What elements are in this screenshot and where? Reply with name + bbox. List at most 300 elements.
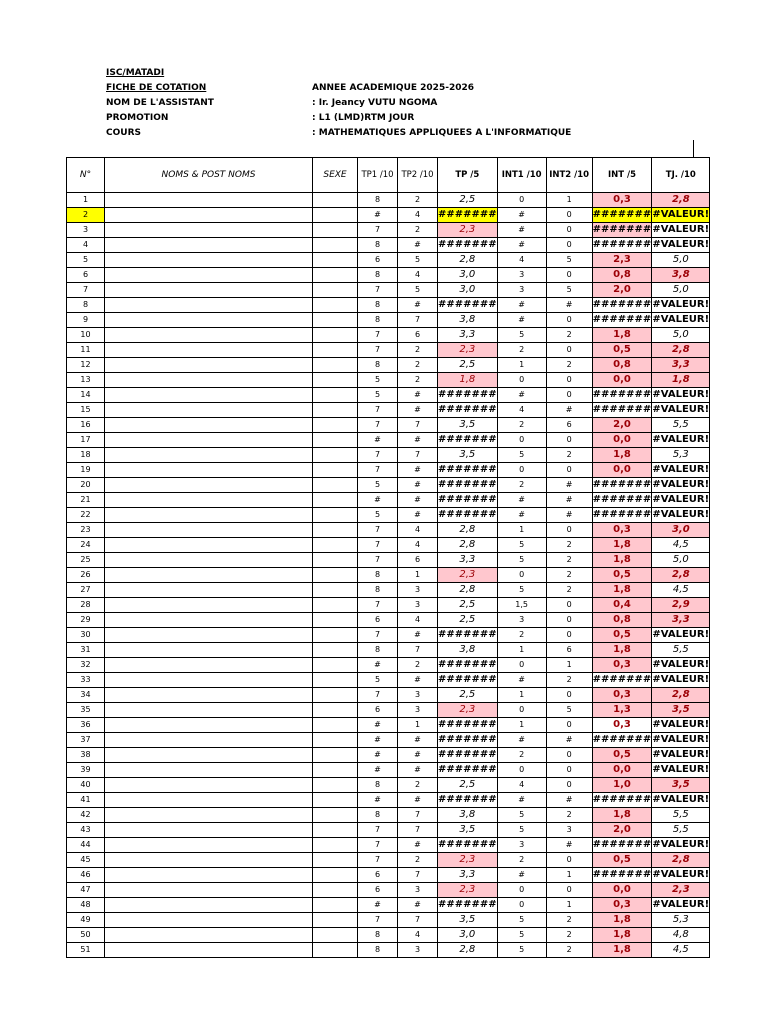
cell-tp: 3,3 — [438, 328, 498, 343]
cell-number: 31 — [67, 643, 105, 658]
table-row — [67, 733, 710, 748]
col-tj: TJ. /10 — [652, 158, 710, 193]
cell-tp: ####### — [438, 838, 498, 853]
cell-tp: ####### — [438, 238, 498, 253]
table-row — [67, 493, 710, 508]
cell-tp2: # — [398, 388, 438, 403]
cell-name — [105, 508, 313, 523]
cell-tj: 3,3 — [652, 613, 710, 628]
cell-int2: 0 — [546, 598, 592, 613]
cell-tj: #VALEUR! — [652, 898, 710, 913]
cell-tp1: 7 — [358, 628, 398, 643]
cell-sex — [313, 793, 358, 808]
cell-name — [105, 628, 313, 643]
cell-tp: 3,8 — [438, 643, 498, 658]
cell-int1: 0 — [497, 193, 546, 208]
cell-int1: 0 — [497, 463, 546, 478]
cell-int1: 1 — [497, 523, 546, 538]
cell-number: 47 — [67, 883, 105, 898]
cell-int: 0,8 — [592, 613, 652, 628]
cell-name — [105, 358, 313, 373]
cell-tp2: 4 — [398, 268, 438, 283]
cell-tp2: 2 — [398, 658, 438, 673]
cell-name — [105, 373, 313, 388]
table-row — [67, 373, 710, 388]
cell-int2: 0 — [546, 388, 592, 403]
promotion-value: : L1 (LMD)RTM JOUR — [312, 113, 415, 123]
cell-int1: 0 — [497, 763, 546, 778]
cell-name — [105, 343, 313, 358]
cell-tp1: 8 — [358, 643, 398, 658]
table-row — [67, 208, 710, 223]
cell-int1: # — [497, 238, 546, 253]
cell-sex — [313, 928, 358, 943]
cell-int1: 2 — [497, 478, 546, 493]
cell-tp: 3,5 — [438, 823, 498, 838]
cell-int1: # — [497, 793, 546, 808]
cell-int1: 0 — [497, 703, 546, 718]
cell-tp2: 4 — [398, 613, 438, 628]
cell-int1: 3 — [497, 283, 546, 298]
table-row — [67, 478, 710, 493]
cell-name — [105, 433, 313, 448]
grades-table — [66, 157, 710, 958]
cell-sex — [313, 763, 358, 778]
cell-int1: 1 — [497, 688, 546, 703]
cell-tj: 5,0 — [652, 283, 710, 298]
cell-int2: 0 — [546, 523, 592, 538]
cell-int: 0,0 — [592, 883, 652, 898]
cell-tp: 3,0 — [438, 268, 498, 283]
cell-number: 25 — [67, 553, 105, 568]
cell-tp1: 8 — [358, 358, 398, 373]
cell-tj: 5,0 — [652, 553, 710, 568]
cell-name — [105, 313, 313, 328]
cell-tj: 5,0 — [652, 328, 710, 343]
cell-name — [105, 388, 313, 403]
cell-int1: # — [497, 208, 546, 223]
cell-int: 0,0 — [592, 763, 652, 778]
cell-int1: 5 — [497, 583, 546, 598]
cell-int: 1,8 — [592, 448, 652, 463]
cell-tp: ####### — [438, 403, 498, 418]
cell-tp: 2,5 — [438, 193, 498, 208]
cell-int: 2,0 — [592, 283, 652, 298]
cell-tp: 2,3 — [438, 223, 498, 238]
cell-tp: 2,3 — [438, 568, 498, 583]
table-row — [67, 808, 710, 823]
cell-tp1: 8 — [358, 568, 398, 583]
cell-name — [105, 208, 313, 223]
cell-tp: 2,5 — [438, 358, 498, 373]
cell-int2: 0 — [546, 268, 592, 283]
cell-number: 10 — [67, 328, 105, 343]
cell-sex — [313, 643, 358, 658]
cell-tj: 5,0 — [652, 253, 710, 268]
cell-tp1: 8 — [358, 313, 398, 328]
cell-int: 0,3 — [592, 718, 652, 733]
cell-tj: 2,8 — [652, 853, 710, 868]
table-row — [67, 778, 710, 793]
cell-tp1: 7 — [358, 913, 398, 928]
cell-tj: #VALEUR! — [652, 673, 710, 688]
table-header-row — [67, 158, 710, 193]
cell-tj: 5,5 — [652, 643, 710, 658]
cell-tp1: 8 — [358, 268, 398, 283]
cell-tj: 3,3 — [652, 358, 710, 373]
table-row — [67, 388, 710, 403]
cell-sex — [313, 673, 358, 688]
cell-tp1: 5 — [358, 373, 398, 388]
table-row — [67, 823, 710, 838]
cell-int2: 1 — [546, 193, 592, 208]
cell-tp1: # — [358, 718, 398, 733]
cell-tp2: 4 — [398, 208, 438, 223]
cell-tp: 3,3 — [438, 868, 498, 883]
cell-sex — [313, 688, 358, 703]
cell-int: 1,0 — [592, 778, 652, 793]
cell-tp2: # — [398, 493, 438, 508]
cell-int2: 1 — [546, 898, 592, 913]
cell-number: 19 — [67, 463, 105, 478]
cell-tj: #VALEUR! — [652, 763, 710, 778]
cell-int2: # — [546, 508, 592, 523]
cell-sex — [313, 808, 358, 823]
cell-int: 1,8 — [592, 943, 652, 958]
cell-int1: 0 — [497, 883, 546, 898]
cell-tj: #VALEUR! — [652, 298, 710, 313]
cell-int: ####### — [592, 868, 652, 883]
cell-tp: ####### — [438, 508, 498, 523]
cell-number: 51 — [67, 943, 105, 958]
cell-tp1: 7 — [358, 838, 398, 853]
cell-int2: 5 — [546, 703, 592, 718]
table-row — [67, 628, 710, 643]
col-tp: TP /5 — [438, 158, 498, 193]
cell-tp1: # — [358, 433, 398, 448]
table-row — [67, 883, 710, 898]
cell-tp1: 7 — [358, 538, 398, 553]
cell-int2: 2 — [546, 553, 592, 568]
cell-tp: ####### — [438, 388, 498, 403]
col-int2: INT2 /10 — [546, 158, 592, 193]
cell-tp: 3,3 — [438, 553, 498, 568]
cell-int: 0,3 — [592, 658, 652, 673]
cell-number: 23 — [67, 523, 105, 538]
table-row — [67, 913, 710, 928]
cell-number: 13 — [67, 373, 105, 388]
cell-name — [105, 463, 313, 478]
cell-tj: #VALEUR! — [652, 403, 710, 418]
cell-tj: #VALEUR! — [652, 208, 710, 223]
academic-year: ANNEE ACADEMIQUE 2025-2026 — [312, 83, 474, 93]
cell-sex — [313, 358, 358, 373]
cell-tp1: # — [358, 898, 398, 913]
cell-int2: # — [546, 733, 592, 748]
cell-tp2: 5 — [398, 283, 438, 298]
cell-tp1: 8 — [358, 298, 398, 313]
cell-int2: 2 — [546, 448, 592, 463]
table-row — [67, 433, 710, 448]
cell-number: 39 — [67, 763, 105, 778]
table-row — [67, 283, 710, 298]
table-row — [67, 598, 710, 613]
header-right — [312, 66, 571, 141]
table-row — [67, 538, 710, 553]
cell-number: 20 — [67, 478, 105, 493]
divider-line — [693, 140, 694, 158]
cell-sex — [313, 853, 358, 868]
col-int: INT /5 — [592, 158, 652, 193]
cell-tj: #VALEUR! — [652, 628, 710, 643]
cell-int1: # — [497, 223, 546, 238]
cell-int: ####### — [592, 298, 652, 313]
cell-number: 29 — [67, 613, 105, 628]
table-row — [67, 643, 710, 658]
cell-tp2: 2 — [398, 223, 438, 238]
cell-number: 22 — [67, 508, 105, 523]
cell-number: 48 — [67, 898, 105, 913]
cell-tp: ####### — [438, 763, 498, 778]
cell-number: 36 — [67, 718, 105, 733]
cell-name — [105, 703, 313, 718]
cell-int1: # — [497, 673, 546, 688]
cell-tp1: 5 — [358, 508, 398, 523]
cell-int2: 0 — [546, 718, 592, 733]
cell-sex — [313, 388, 358, 403]
cell-name — [105, 643, 313, 658]
cell-int: 0,3 — [592, 688, 652, 703]
cell-int: 0,5 — [592, 748, 652, 763]
cell-int2: 0 — [546, 208, 592, 223]
cell-sex — [313, 538, 358, 553]
cell-sex — [313, 403, 358, 418]
table-row — [67, 343, 710, 358]
cell-sex — [313, 718, 358, 733]
cell-name — [105, 793, 313, 808]
cell-int1: 0 — [497, 658, 546, 673]
cell-name — [105, 253, 313, 268]
cell-int: 2,3 — [592, 253, 652, 268]
assistant-name: : Ir. Jeancy VUTU NGOMA — [312, 98, 438, 108]
cell-tp2: 2 — [398, 343, 438, 358]
cell-sex — [313, 628, 358, 643]
cell-sex — [313, 463, 358, 478]
cell-int1: 5 — [497, 823, 546, 838]
table-row — [67, 463, 710, 478]
cell-tp2: 7 — [398, 643, 438, 658]
cell-int: 0,3 — [592, 898, 652, 913]
cell-tj: #VALEUR! — [652, 433, 710, 448]
cell-tp1: # — [358, 763, 398, 778]
cell-tp2: 5 — [398, 253, 438, 268]
cell-number: 7 — [67, 283, 105, 298]
cell-tp1: 8 — [358, 808, 398, 823]
cell-tp2: # — [398, 748, 438, 763]
cell-sex — [313, 193, 358, 208]
cell-tp1: 7 — [358, 853, 398, 868]
cell-int2: 5 — [546, 283, 592, 298]
cell-name — [105, 538, 313, 553]
cell-int1: # — [497, 313, 546, 328]
cell-tp2: # — [398, 298, 438, 313]
cell-tj: #VALEUR! — [652, 508, 710, 523]
cell-number: 27 — [67, 583, 105, 598]
cell-number: 18 — [67, 448, 105, 463]
cell-int1: 4 — [497, 403, 546, 418]
cell-tj: #VALEUR! — [652, 463, 710, 478]
cell-name — [105, 943, 313, 958]
cell-name — [105, 523, 313, 538]
cell-name — [105, 823, 313, 838]
cell-tp2: 3 — [398, 943, 438, 958]
cell-number: 6 — [67, 268, 105, 283]
cell-int: 1,8 — [592, 643, 652, 658]
col-names: NOMS & POST NOMS — [105, 158, 313, 193]
cell-tp: 3,5 — [438, 913, 498, 928]
cell-tj: 1,8 — [652, 373, 710, 388]
cell-sex — [313, 478, 358, 493]
cell-sex — [313, 823, 358, 838]
cell-number: 9 — [67, 313, 105, 328]
cell-int: ####### — [592, 208, 652, 223]
cell-tp1: 5 — [358, 388, 398, 403]
cell-tp1: 8 — [358, 193, 398, 208]
cell-name — [105, 193, 313, 208]
cell-int: 0,4 — [592, 598, 652, 613]
cell-tp1: 8 — [358, 238, 398, 253]
cell-tp1: 6 — [358, 868, 398, 883]
cell-tj: #VALEUR! — [652, 223, 710, 238]
cell-int2: 2 — [546, 943, 592, 958]
cell-int1: 2 — [497, 628, 546, 643]
cell-sex — [313, 238, 358, 253]
cell-number: 34 — [67, 688, 105, 703]
cell-tp: ####### — [438, 463, 498, 478]
cell-tj: #VALEUR! — [652, 478, 710, 493]
cell-int: ####### — [592, 388, 652, 403]
cell-tp2: # — [398, 793, 438, 808]
cell-tp: 2,3 — [438, 343, 498, 358]
cell-int1: 1 — [497, 643, 546, 658]
cell-int1: # — [497, 868, 546, 883]
cell-name — [105, 238, 313, 253]
table-row — [67, 583, 710, 598]
cell-int2: # — [546, 793, 592, 808]
cell-int1: 1,5 — [497, 598, 546, 613]
cell-int: 0,0 — [592, 433, 652, 448]
cell-int: ####### — [592, 493, 652, 508]
cell-int: 0,5 — [592, 853, 652, 868]
cell-tp1: 7 — [358, 448, 398, 463]
cell-number: 30 — [67, 628, 105, 643]
cell-int1: 0 — [497, 568, 546, 583]
cell-tp: 2,8 — [438, 583, 498, 598]
cell-int2: 0 — [546, 853, 592, 868]
cell-int1: 5 — [497, 553, 546, 568]
cell-int1: 3 — [497, 268, 546, 283]
cell-name — [105, 598, 313, 613]
cell-sex — [313, 328, 358, 343]
cell-tj: #VALEUR! — [652, 793, 710, 808]
table-row — [67, 928, 710, 943]
cell-sex — [313, 943, 358, 958]
cell-tp1: 5 — [358, 673, 398, 688]
cell-number: 32 — [67, 658, 105, 673]
cell-tp1: # — [358, 733, 398, 748]
cell-tp2: 7 — [398, 823, 438, 838]
cell-int2: 2 — [546, 328, 592, 343]
cell-number: 41 — [67, 793, 105, 808]
cell-tp1: # — [358, 493, 398, 508]
table-row — [67, 238, 710, 253]
cell-number: 38 — [67, 748, 105, 763]
cell-int: 1,8 — [592, 328, 652, 343]
cell-tp2: # — [398, 838, 438, 853]
col-tp2: TP2 /10 — [398, 158, 438, 193]
cell-number: 21 — [67, 493, 105, 508]
cell-tp2: 2 — [398, 358, 438, 373]
cell-tp2: 3 — [398, 583, 438, 598]
cell-int2: 2 — [546, 673, 592, 688]
cell-int2: # — [546, 478, 592, 493]
col-tp1: TP1 /10 — [358, 158, 398, 193]
cell-int1: 4 — [497, 253, 546, 268]
cell-tp2: 1 — [398, 568, 438, 583]
promotion-label: PROMOTION — [106, 113, 169, 123]
cell-tp: ####### — [438, 718, 498, 733]
cell-tj: 3,5 — [652, 778, 710, 793]
cell-number: 4 — [67, 238, 105, 253]
cell-sex — [313, 448, 358, 463]
cell-tp2: 2 — [398, 853, 438, 868]
cell-sex — [313, 733, 358, 748]
cell-tj: 2,8 — [652, 193, 710, 208]
cell-int2: # — [546, 838, 592, 853]
cell-int1: 1 — [497, 718, 546, 733]
cell-number: 3 — [67, 223, 105, 238]
cell-int2: 2 — [546, 358, 592, 373]
cell-tp: 3,8 — [438, 313, 498, 328]
table-row — [67, 688, 710, 703]
cell-int: 0,5 — [592, 628, 652, 643]
cell-tp1: # — [358, 658, 398, 673]
cell-name — [105, 688, 313, 703]
cell-tj: 3,8 — [652, 268, 710, 283]
cell-sex — [313, 748, 358, 763]
cell-tj: 4,5 — [652, 583, 710, 598]
cell-tp: ####### — [438, 208, 498, 223]
cell-number: 11 — [67, 343, 105, 358]
cell-int2: 5 — [546, 253, 592, 268]
table-row — [67, 418, 710, 433]
table-row — [67, 328, 710, 343]
cell-tp1: 6 — [358, 703, 398, 718]
cell-tp2: # — [398, 898, 438, 913]
cell-tp: ####### — [438, 673, 498, 688]
cell-int1: 3 — [497, 613, 546, 628]
cell-sex — [313, 658, 358, 673]
cell-int1: 5 — [497, 538, 546, 553]
table-row — [67, 568, 710, 583]
cell-number: 24 — [67, 538, 105, 553]
cell-tp: 2,3 — [438, 883, 498, 898]
cell-name — [105, 898, 313, 913]
cell-sex — [313, 913, 358, 928]
cell-name — [105, 868, 313, 883]
cell-name — [105, 553, 313, 568]
cell-int: ####### — [592, 478, 652, 493]
